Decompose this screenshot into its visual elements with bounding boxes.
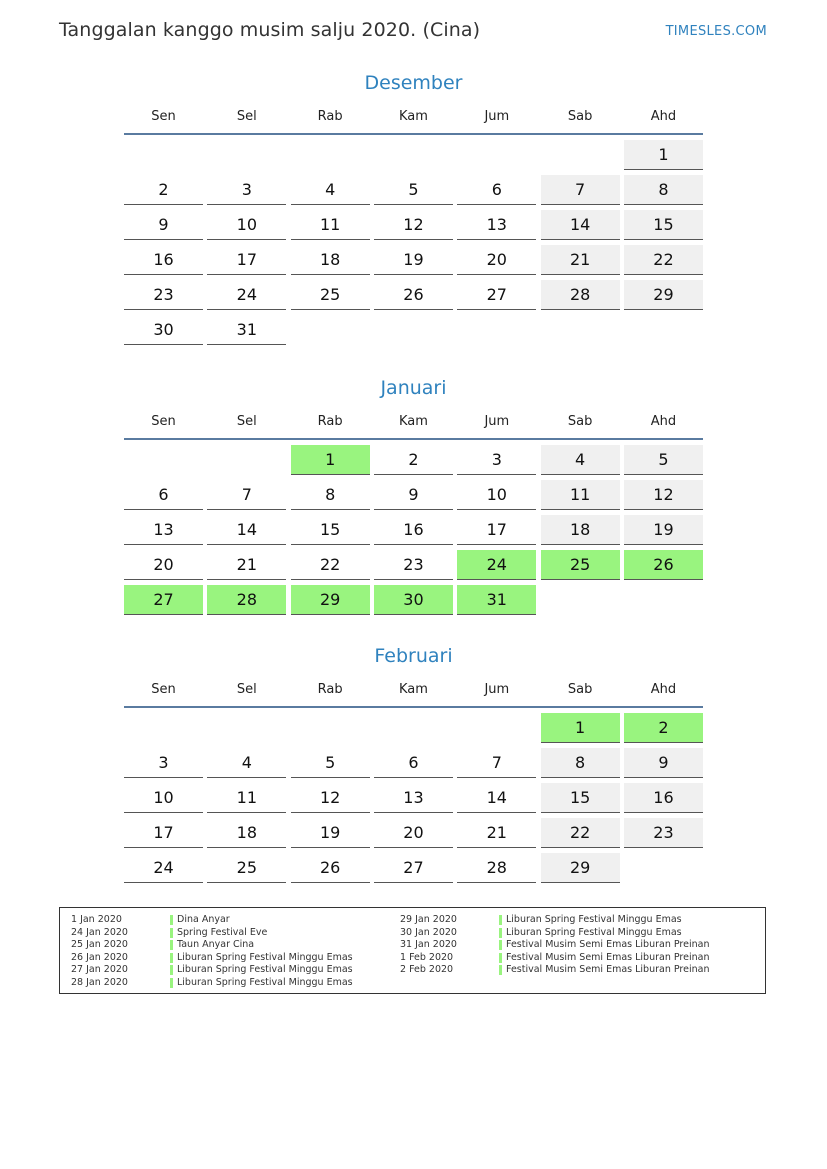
- legend-holiday-name: Liburan Spring Festival Minggu Emas: [177, 976, 353, 988]
- day-cell[interactable]: 24: [124, 853, 203, 883]
- day-cell[interactable]: 1: [624, 140, 703, 170]
- legend-holiday-name: Festival Musim Semi Emas Liburan Preinan: [506, 939, 710, 951]
- day-cell[interactable]: 21: [541, 245, 620, 275]
- legend-holiday-name: Festival Musim Semi Emas Liburan Preinan: [506, 964, 710, 976]
- day-cell[interactable]: 6: [457, 175, 536, 205]
- empty-cell: [457, 315, 536, 345]
- holiday-color-marker: [170, 965, 173, 975]
- day-cell[interactable]: 27: [374, 853, 453, 883]
- legend-column-left: [71, 914, 391, 990]
- day-cell[interactable]: 1: [291, 445, 370, 475]
- day-cell[interactable]: 28: [457, 853, 536, 883]
- holiday-color-marker: [170, 953, 173, 963]
- day-cell[interactable]: 22: [541, 818, 620, 848]
- weekday-header: [124, 680, 703, 708]
- holiday-color-marker: [499, 928, 502, 938]
- day-cell[interactable]: 9: [374, 480, 453, 510]
- legend-row: [71, 939, 391, 952]
- empty-cell: [374, 140, 453, 170]
- day-cell[interactable]: 5: [374, 175, 453, 205]
- holiday-color-marker: [170, 928, 173, 938]
- day-cell[interactable]: 25: [541, 550, 620, 580]
- day-cell[interactable]: 23: [624, 818, 703, 848]
- day-cell[interactable]: 19: [291, 818, 370, 848]
- day-cell[interactable]: 14: [457, 783, 536, 813]
- day-cell[interactable]: 7: [541, 175, 620, 205]
- day-cell[interactable]: 2: [374, 445, 453, 475]
- month-title: Desember: [364, 72, 463, 94]
- legend-holiday-name: Liburan Spring Festival Minggu Emas: [177, 951, 353, 963]
- legend-row: [400, 927, 760, 940]
- legend-date: 31 Jan 2020: [400, 939, 457, 951]
- day-cell[interactable]: 9: [124, 210, 203, 240]
- day-cell[interactable]: 11: [291, 210, 370, 240]
- day-cell[interactable]: 13: [374, 783, 453, 813]
- month-title: Februari: [374, 645, 453, 667]
- day-cell[interactable]: 29: [624, 280, 703, 310]
- weekday-label: Kam: [399, 414, 428, 429]
- weekday-label: Ahd: [650, 414, 677, 429]
- legend-holiday-name: Liburan Spring Festival Minggu Emas: [506, 914, 682, 925]
- holiday-color-marker: [170, 915, 173, 925]
- day-cell[interactable]: 21: [457, 818, 536, 848]
- legend-row: [71, 952, 391, 965]
- day-cell[interactable]: 2: [124, 175, 203, 205]
- day-cell[interactable]: 16: [124, 245, 203, 275]
- day-cell[interactable]: 3: [207, 175, 286, 205]
- day-cell[interactable]: 14: [541, 210, 620, 240]
- weekday-label: Rab: [317, 414, 343, 429]
- weekday-label: Sen: [151, 682, 176, 697]
- holiday-color-marker: [499, 940, 502, 950]
- day-cell[interactable]: 27: [457, 280, 536, 310]
- day-cell[interactable]: 3: [457, 445, 536, 475]
- empty-cell: [457, 140, 536, 170]
- weekday-label: Jum: [484, 414, 510, 429]
- day-grid: [124, 140, 703, 345]
- weekday-header: [124, 107, 703, 135]
- day-cell[interactable]: 5: [291, 748, 370, 778]
- day-cell[interactable]: 26: [374, 280, 453, 310]
- day-cell[interactable]: 5: [624, 445, 703, 475]
- legend-column-right: [400, 914, 760, 977]
- legend-holiday-name: Festival Musim Semi Emas Liburan Preinan: [506, 951, 710, 963]
- day-cell[interactable]: 15: [291, 515, 370, 545]
- day-cell[interactable]: 25: [207, 853, 286, 883]
- empty-cell: [207, 140, 286, 170]
- day-cell[interactable]: 11: [207, 783, 286, 813]
- day-cell[interactable]: 13: [124, 515, 203, 545]
- legend-row: [71, 927, 391, 940]
- weekday-label: Sab: [567, 682, 593, 697]
- day-cell[interactable]: 16: [374, 515, 453, 545]
- empty-cell: [374, 713, 453, 743]
- weekday-label: Rab: [317, 682, 343, 697]
- day-cell[interactable]: 17: [207, 245, 286, 275]
- empty-cell: [291, 315, 370, 345]
- empty-cell: [541, 315, 620, 345]
- legend-date: 26 Jan 2020: [71, 951, 128, 963]
- legend-holiday-name: Liburan Spring Festival Minggu Emas: [177, 964, 353, 976]
- day-cell[interactable]: 23: [374, 550, 453, 580]
- weekday-label: Kam: [399, 109, 428, 124]
- month-title: Januari: [380, 377, 447, 399]
- weekday-label: Sab: [567, 414, 593, 429]
- day-cell[interactable]: 19: [624, 515, 703, 545]
- day-cell[interactable]: 21: [207, 550, 286, 580]
- legend-holiday-name: Taun Anyar Cina: [177, 939, 255, 951]
- day-cell[interactable]: 18: [291, 245, 370, 275]
- legend-row: [71, 914, 391, 927]
- day-cell[interactable]: 18: [207, 818, 286, 848]
- day-cell[interactable]: 7: [457, 748, 536, 778]
- empty-cell: [624, 853, 703, 883]
- empty-cell: [124, 140, 203, 170]
- legend-row: [400, 952, 760, 965]
- day-cell[interactable]: 30: [124, 315, 203, 345]
- legend-date: 1 Feb 2020: [400, 951, 454, 963]
- day-cell[interactable]: 6: [124, 480, 203, 510]
- empty-cell: [207, 713, 286, 743]
- legend-row: [400, 914, 760, 927]
- day-cell[interactable]: 7: [207, 480, 286, 510]
- day-cell[interactable]: 9: [624, 748, 703, 778]
- day-cell[interactable]: 30: [374, 585, 453, 615]
- legend-date: 30 Jan 2020: [400, 926, 457, 938]
- day-cell[interactable]: 31: [457, 585, 536, 615]
- day-cell[interactable]: 6: [374, 748, 453, 778]
- day-cell[interactable]: 4: [207, 748, 286, 778]
- weekday-label: Sel: [236, 109, 257, 124]
- day-cell[interactable]: 1: [541, 713, 620, 743]
- holiday-color-marker: [170, 940, 173, 950]
- day-cell[interactable]: 15: [541, 783, 620, 813]
- page-title: Tanggalan kanggo musim salju 2020. (Cina): [59, 19, 481, 41]
- day-cell[interactable]: 22: [624, 245, 703, 275]
- weekday-label: Jum: [484, 682, 510, 697]
- day-cell[interactable]: 4: [541, 445, 620, 475]
- weekday-label: Rab: [317, 109, 343, 124]
- legend-row: [71, 977, 391, 990]
- weekday-header: [124, 412, 703, 440]
- day-cell[interactable]: 19: [374, 245, 453, 275]
- day-cell[interactable]: 26: [291, 853, 370, 883]
- month-december: [124, 69, 703, 345]
- weekday-label: Jum: [484, 109, 510, 124]
- empty-cell: [624, 585, 703, 615]
- day-cell[interactable]: 17: [457, 515, 536, 545]
- day-cell[interactable]: 17: [124, 818, 203, 848]
- day-cell[interactable]: 10: [124, 783, 203, 813]
- holiday-color-marker: [170, 978, 173, 988]
- day-cell[interactable]: 31: [207, 315, 286, 345]
- day-cell[interactable]: 3: [124, 748, 203, 778]
- day-cell[interactable]: 29: [291, 585, 370, 615]
- month-february: [124, 642, 703, 883]
- legend-date: 28 Jan 2020: [71, 976, 128, 988]
- legend-date: 1 Jan 2020: [71, 914, 122, 925]
- day-cell[interactable]: 23: [124, 280, 203, 310]
- day-grid: [124, 713, 703, 883]
- weekday-label: Kam: [399, 682, 428, 697]
- day-cell[interactable]: 28: [207, 585, 286, 615]
- weekday-label: Sab: [567, 109, 593, 124]
- day-cell[interactable]: 22: [291, 550, 370, 580]
- day-grid: [124, 445, 703, 615]
- day-cell[interactable]: 20: [457, 245, 536, 275]
- empty-cell: [124, 445, 203, 475]
- day-cell[interactable]: 28: [541, 280, 620, 310]
- day-cell[interactable]: 8: [541, 748, 620, 778]
- legend-holiday-name: Dina Anyar: [177, 914, 230, 925]
- empty-cell: [291, 713, 370, 743]
- holiday-color-marker: [499, 953, 502, 963]
- day-cell[interactable]: 25: [291, 280, 370, 310]
- empty-cell: [374, 315, 453, 345]
- legend-holiday-name: Spring Festival Eve: [177, 926, 268, 938]
- day-cell[interactable]: 16: [624, 783, 703, 813]
- day-cell[interactable]: 2: [624, 713, 703, 743]
- weekday-label: Sen: [151, 109, 176, 124]
- month-january: [124, 374, 703, 615]
- day-cell[interactable]: 26: [624, 550, 703, 580]
- legend-date: 27 Jan 2020: [71, 964, 128, 976]
- day-cell[interactable]: 12: [624, 480, 703, 510]
- weekday-label: Sen: [151, 414, 176, 429]
- day-cell[interactable]: 15: [624, 210, 703, 240]
- legend-row: [71, 964, 391, 977]
- weekday-label: Sel: [236, 414, 257, 429]
- weekday-label: Ahd: [650, 682, 677, 697]
- day-cell[interactable]: 10: [207, 210, 286, 240]
- day-cell[interactable]: 11: [541, 480, 620, 510]
- brand-link[interactable]: TIMESLES.COM: [665, 24, 767, 39]
- holiday-color-marker: [499, 915, 502, 925]
- weekday-label: Sel: [236, 682, 257, 697]
- legend-date: 29 Jan 2020: [400, 914, 457, 925]
- day-cell[interactable]: 14: [207, 515, 286, 545]
- holiday-color-marker: [499, 965, 502, 975]
- day-cell[interactable]: 4: [291, 175, 370, 205]
- day-cell[interactable]: 24: [207, 280, 286, 310]
- day-cell[interactable]: 20: [124, 550, 203, 580]
- day-cell[interactable]: 12: [291, 783, 370, 813]
- legend-date: 25 Jan 2020: [71, 939, 128, 951]
- day-cell[interactable]: 8: [624, 175, 703, 205]
- empty-cell: [624, 315, 703, 345]
- legend-row: [400, 964, 760, 977]
- day-cell[interactable]: 27: [124, 585, 203, 615]
- empty-cell: [541, 585, 620, 615]
- legend-date: 24 Jan 2020: [71, 926, 128, 938]
- empty-cell: [541, 140, 620, 170]
- day-cell[interactable]: 20: [374, 818, 453, 848]
- legend-date: 2 Feb 2020: [400, 964, 454, 976]
- day-cell[interactable]: 8: [291, 480, 370, 510]
- day-cell[interactable]: 12: [374, 210, 453, 240]
- day-cell[interactable]: 10: [457, 480, 536, 510]
- day-cell[interactable]: 13: [457, 210, 536, 240]
- holiday-legend: [59, 907, 766, 994]
- day-cell[interactable]: 24: [457, 550, 536, 580]
- empty-cell: [124, 713, 203, 743]
- empty-cell: [457, 713, 536, 743]
- empty-cell: [207, 445, 286, 475]
- day-cell[interactable]: 29: [541, 853, 620, 883]
- empty-cell: [291, 140, 370, 170]
- legend-row: [400, 939, 760, 952]
- day-cell[interactable]: 18: [541, 515, 620, 545]
- legend-holiday-name: Liburan Spring Festival Minggu Emas: [506, 926, 682, 938]
- weekday-label: Ahd: [650, 109, 677, 124]
